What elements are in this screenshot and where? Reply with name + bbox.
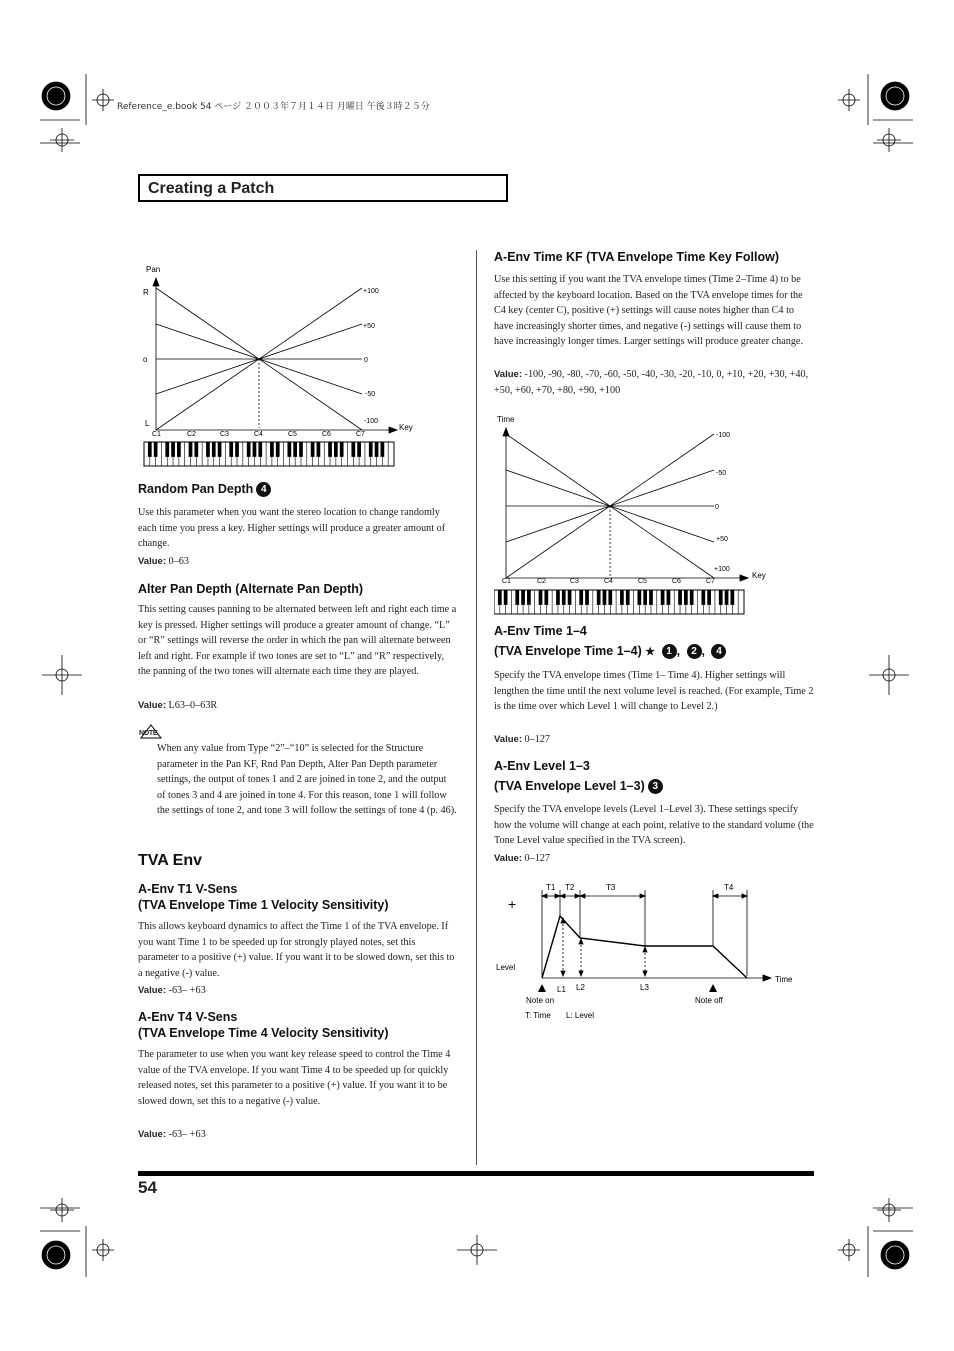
env-time-title: A-Env Time 1–4	[494, 624, 587, 638]
section-title: Creating a Patch	[148, 180, 275, 197]
time-keyboard	[494, 590, 744, 614]
t4-vsens-body: The parameter to use when you want key release speed to control the Time 4 value of the TVA envelope. If you want Time 4 to be speeded up for quickly released notes, set this parameter to a positive (+) value. If you want it to be slowed down, set this to a negative (-) value.	[138, 1049, 451, 1107]
time-key-c1: C1	[502, 578, 511, 585]
alter-pan-value-label: Value:	[138, 700, 166, 711]
time-value-minus50: -50	[716, 470, 727, 477]
env-level-value	[494, 851, 814, 867]
time-kf-value-text: -100, -90, -80, -70, -60, -50, -40, -30, -20, -10, 0, +10, +20, +30, +40, +50, +60, +70, +80, +90, +100	[494, 369, 809, 396]
note-label: NOTE	[139, 730, 158, 737]
t1-vsens-value	[138, 983, 456, 999]
env-time-body: Specify the TVA envelope times (Time 1– Time 4). Higher settings will lengthen the time until the next volume level is reached. (For example, Time 2 is the time over which Level 1 will change to Level 2.)	[494, 670, 814, 713]
pan-x-title: Key	[399, 423, 413, 432]
env-level-badge: 3	[648, 779, 663, 794]
env-note-off: Note off	[695, 996, 723, 1005]
env-l3: L3	[640, 983, 649, 992]
time-value-plus50: +50	[716, 536, 728, 543]
env-t3: T3	[606, 883, 616, 892]
random-pan-title: Random Pan Depth	[138, 482, 254, 496]
env-time-badge-4: 4	[711, 644, 726, 659]
env-plus-sign: +	[508, 896, 517, 912]
pan-label-r: R	[143, 288, 149, 297]
t1-vsens-title: A-Env T1 V-Sens	[138, 882, 238, 896]
env-level-heading	[494, 758, 824, 794]
env-t1: T1	[546, 883, 556, 892]
t1-vsens-value-text: -63– +63	[168, 985, 206, 996]
random-pan-value-text: 0–63	[168, 556, 189, 567]
pan-label-l: L	[145, 419, 150, 428]
time-chart	[494, 410, 794, 620]
pan-value-plus50: +50	[363, 323, 375, 330]
env-note-on: Note on	[526, 996, 555, 1005]
env-time-subtitle-row: (TVA Envelope Time 1–4) ★ 1 , 2 , 4	[494, 643, 824, 660]
time-key-c3: C3	[570, 578, 579, 585]
envelope-diagram	[494, 878, 804, 1023]
env-l2: L2	[576, 983, 585, 992]
env-legend-l: L: Level	[566, 1011, 595, 1020]
pan-value-plus100: +100	[363, 288, 379, 295]
pan-label-center: o	[143, 355, 148, 364]
env-t4: T4	[724, 883, 734, 892]
env-time-badge-2: 2	[687, 644, 702, 659]
t1-vsens-subtitle: (TVA Envelope Time 1 Velocity Sensitivity)	[138, 898, 389, 912]
time-value-zero: 0	[715, 504, 719, 511]
env-level-subtitle: (TVA Envelope Level 1–3)	[494, 779, 645, 793]
time-key-c5: C5	[638, 578, 647, 585]
t1-vsens-heading	[138, 881, 468, 913]
pan-key-c7: C7	[356, 431, 365, 438]
time-x-title: Key	[752, 571, 766, 580]
env-level-body: Specify the TVA envelope levels (Level 1–Level 3). These settings specify how the volume will change at each point, relative to the standard volume (the Tone Level value specified in the TVA screen).	[494, 804, 814, 847]
t4-vsens-value-text: -63– +63	[168, 1129, 206, 1140]
pan-key-c1: C1	[152, 431, 161, 438]
t4-vsens-value-label: Value:	[138, 1129, 166, 1140]
tva-env-heading: TVA Env	[138, 852, 203, 869]
time-key-c2: C2	[537, 578, 546, 585]
alter-pan-title: Alter Pan Depth (Alternate Pan Depth)	[138, 582, 364, 596]
time-key-c7: C7	[706, 578, 715, 585]
time-kf-title: A-Env Time KF (TVA Envelope Time Key Follow)	[494, 250, 779, 264]
pan-key-c6: C6	[322, 431, 331, 438]
time-key-c6: C6	[672, 578, 681, 585]
env-time-subtitle: (TVA Envelope Time 1–4)	[494, 644, 642, 658]
column-divider	[476, 250, 477, 1165]
random-pan-body: Use this parameter when you want the stereo location to change randomly each time you press a key. Higher settings will produce a greater amount of change.	[138, 507, 446, 550]
env-time-value	[494, 732, 814, 748]
file-info-line: Reference_e.book 54 ページ ２００３年７月１４日 月曜日 午後３時２５分	[117, 102, 430, 112]
time-key-c4: C4	[604, 578, 613, 585]
env-level-value-label: Value:	[494, 853, 522, 864]
env-level-title: A-Env Level 1–3	[494, 759, 590, 773]
t4-vsens-subtitle: (TVA Envelope Time 4 Velocity Sensitivity)	[138, 1026, 389, 1040]
pan-value-zero: 0	[364, 357, 368, 364]
t4-vsens-heading	[138, 1009, 468, 1041]
env-l1: L1	[557, 985, 566, 994]
random-pan-heading	[138, 481, 468, 497]
time-kf-value-label: Value:	[494, 369, 522, 380]
alter-pan-value-text: L63–0–63R	[168, 700, 218, 711]
env-level-value-text: 0–127	[524, 853, 551, 864]
time-kf-value	[494, 367, 814, 398]
time-y-title: Time	[497, 415, 515, 424]
random-pan-value	[138, 554, 456, 570]
note-off-marker	[709, 984, 717, 992]
env-legend-t: T: Time	[525, 1011, 551, 1020]
time-kf-body: Use this setting if you want the TVA envelope times (Time 2–Time 4) to be affected by the keyboard location. Based on the TVA envelope times for the C4 key (center C), positive (+) settings will cause notes higher than C4 to have increasingly shorter times, and negative (-) settings will cause them to have increasingly longer times. Larger settings will produce greater change.	[494, 274, 804, 348]
env-t2: T2	[565, 883, 575, 892]
env-time-value-text: 0–127	[524, 734, 551, 745]
env-time-heading	[494, 623, 824, 660]
pan-key-c2: C2	[187, 431, 196, 438]
random-pan-badge: 4	[256, 482, 271, 497]
footer-rule	[138, 1171, 814, 1176]
page-number: 54	[138, 1178, 157, 1197]
t1-vsens-value-label: Value:	[138, 985, 166, 996]
pan-value-minus50: -50	[365, 391, 376, 398]
pan-key-c3: C3	[220, 431, 229, 438]
pan-key-c5: C5	[288, 431, 297, 438]
env-level-subtitle-row	[494, 778, 824, 794]
time-value-minus100: -100	[716, 432, 731, 439]
star-icon: ★	[645, 646, 656, 658]
env-time-badge-1: 1	[662, 644, 677, 659]
t4-vsens-value	[138, 1127, 456, 1143]
pan-y-title: Pan	[146, 265, 161, 274]
section-title-bar	[138, 174, 508, 202]
pan-chart	[138, 258, 438, 473]
env-level-label: Level	[496, 963, 516, 972]
random-pan-value-label: Value:	[138, 556, 166, 567]
time-value-plus100: +100	[714, 566, 730, 573]
pan-keyboard	[144, 442, 394, 466]
note-on-marker	[538, 984, 546, 992]
t1-vsens-body: This allows keyboard dynamics to affect the Time 1 of the TVA envelope. If you want Time 1 to be speeded up for strongly played notes, set this parameter to a positive (+) value. If you want it to be slowed down, set this to a negative (-) value.	[138, 921, 455, 979]
t4-vsens-title: A-Env T4 V-Sens	[138, 1010, 238, 1024]
pan-key-c4: C4	[254, 431, 263, 438]
note-body: When any value from Type “2”–“10” is selected for the Structure parameter in the Pan KF, Rnd Pan Depth, Alter Pan Depth parameter settings, the output of tones 1 and 2 are joined in tone 2, and the output of tones 3 and 4 are joined in tone 4. For this reason, tone 1 will follow the settings of tone 2, and tone 3 will follow the settings of tone 4 (p. 46).	[157, 743, 457, 817]
pan-value-minus100: -100	[364, 418, 379, 425]
alter-pan-body: This setting causes panning to be alternated between left and right each time a key is pressed. Higher settings will produce a greater amount of change. “L” or “R” settings will reverse the order in which the pan will alternate between left and right. For example if two tones are set to “L” and “R” respectively, the panning of the two tones will alternate each time they are played.	[138, 604, 457, 678]
env-time-label: Time	[775, 975, 793, 984]
env-time-value-label: Value:	[494, 734, 522, 745]
alter-pan-value	[138, 698, 456, 714]
